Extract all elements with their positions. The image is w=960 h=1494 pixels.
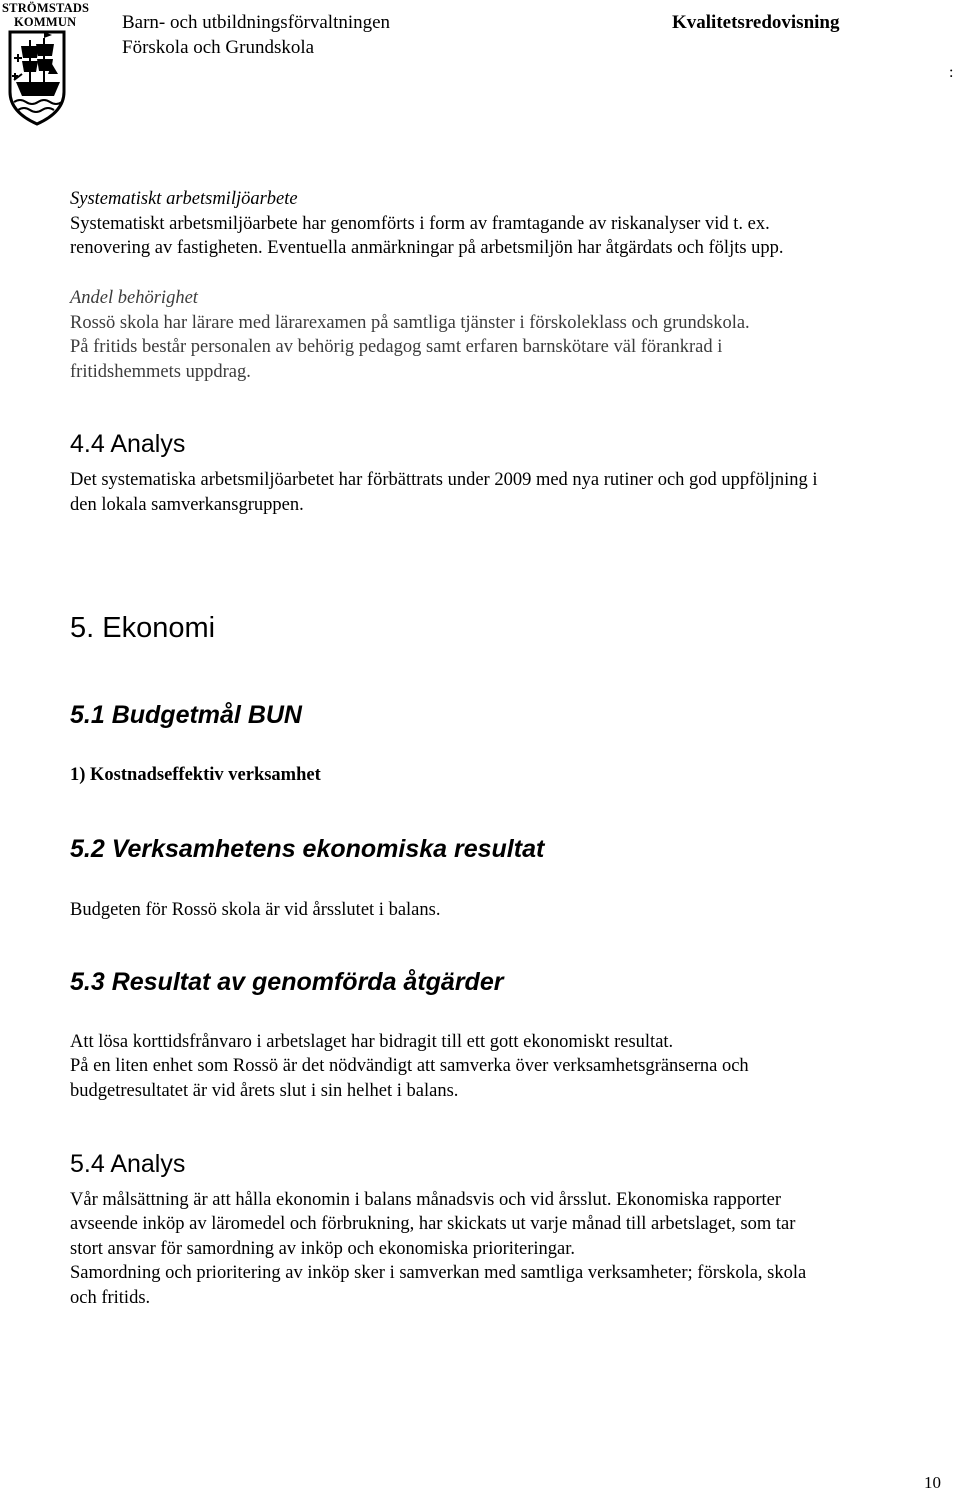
section-heading: 5.1 Budgetmål BUN [70, 701, 302, 729]
paragraph-line: Vår målsättning är att hålla ekonomin i balans månadsvis och vid årsslut. Ekonomiska rapporter [70, 1190, 782, 1210]
corner-mark: : [949, 64, 954, 81]
coat-of-arms-logo [8, 30, 66, 126]
report-title: Kvalitetsredovisning [672, 12, 840, 33]
paragraph-line: Systematiskt arbetsmiljöarbete har genomförts i form av framtagande av riskanalyser vid t. ex. [70, 214, 770, 234]
section-heading: 4.4 Analys [70, 430, 186, 458]
paragraph-line: Rossö skola har lärare med lärarexamen på samtliga tjänster i förskoleklass och grundskola. [70, 313, 750, 333]
section-heading: 5.4 Analys [70, 1150, 186, 1178]
section-heading: 5.3 Resultat av genomförda åtgärder [70, 968, 504, 996]
paragraph-line: budgetresultatet är vid årets slut i sin helhet i balans. [70, 1081, 459, 1101]
section-heading: Systematiskt arbetsmiljöarbete [70, 189, 298, 209]
paragraph-line: På en liten enhet som Rossö är det nödvändigt att samverka över verksamhetsgränserna och [70, 1056, 749, 1076]
paragraph-line: den lokala samverkansgruppen. [70, 495, 304, 515]
paragraph-line: fritidshemmets uppdrag. [70, 362, 251, 382]
section-heading: Andel behörighet [70, 288, 198, 308]
paragraph-line: På fritids består personalen av behörig pedagog samt erfaren barnskötare väl förankrad i [70, 337, 723, 357]
chapter-heading: 5. Ekonomi [70, 612, 216, 644]
paragraph-line: Budgeten för Rossö skola är vid årsslutet i balans. [70, 900, 441, 920]
paragraph-line: Samordning och prioritering av inköp sker i samverkan med samtliga verksamheter; förskola, skola [70, 1263, 807, 1283]
logo-text-line2: KOMMUN [14, 15, 77, 29]
subdepartment-name: Förskola och Grundskola [122, 37, 315, 58]
paragraph-line: Att lösa korttidsfrånvaro i arbetslaget har bidragit till ett gott ekonomiskt resultat. [70, 1032, 674, 1052]
logo-text-line1: STRÖMSTADS [2, 1, 90, 15]
section-heading: 5.2 Verksamhetens ekonomiska resultat [70, 835, 545, 863]
page-number: 10 [924, 1473, 941, 1492]
list-item: 1) Kostnadseffektiv verksamhet [70, 765, 321, 785]
department-name: Barn- och utbildningsförvaltningen [122, 12, 391, 33]
paragraph-line: avseende inköp av läromedel och förbrukning, har skickats ut varje månad till arbetslaget, som tar [70, 1214, 796, 1234]
paragraph-line: renovering av fastigheten. Eventuella anmärkningar på arbetsmiljön har åtgärdats och följts upp. [70, 238, 784, 258]
paragraph-line: Det systematiska arbetsmiljöarbetet har förbättrats under 2009 med nya rutiner och god uppföljning i [70, 470, 818, 490]
paragraph-line: stort ansvar för samordning av inköp och ekonomiska prioriteringar. [70, 1239, 576, 1259]
paragraph-line: och fritids. [70, 1288, 151, 1308]
